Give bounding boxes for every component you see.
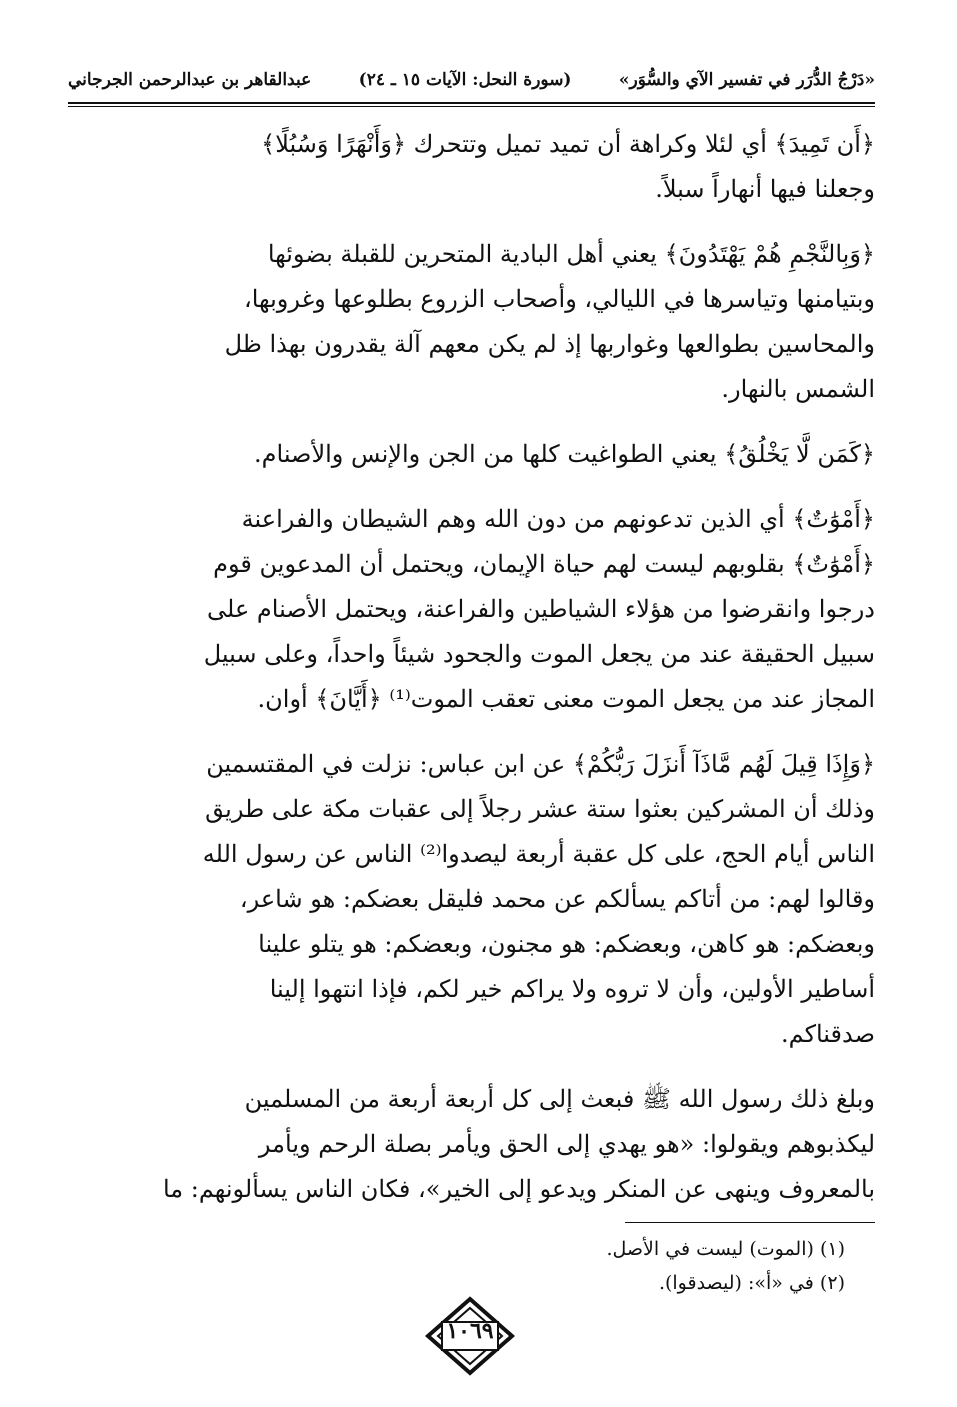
paragraph-3 (92, 432, 875, 477)
text-line: ليكذبوهم ويقولوا: «هو يهدي إلى الحق ويأمر بصلة الرحم ويأمر (258, 1130, 875, 1158)
body-text (92, 122, 875, 1232)
text-line: ﴿وَإِذَا قِيلَ لَهُم مَّاذَآ أَنزَلَ رَبُّكُمْ﴾ عن ابن عباس: نزلت في المقتسمين (206, 750, 875, 778)
text-line: المجاز عند من يجعل الموت معنى تعقب الموت⁽¹⁾ ﴿أَيَّانَ﴾ أوان. (257, 685, 875, 713)
footnotes (92, 1232, 845, 1300)
text-line: بالمعروف وينهى عن المنكر ويدعو إلى الخير»، فكان الناس يسألونهم: ما (162, 1175, 875, 1203)
text-line: أساطير الأولين، وأن لا تروه ولا يراكم خير لكم، فإذا انتهوا إلينا (269, 975, 875, 1003)
text-line: والمحاسين بطوالعها وغواربها إذ لم يكن معهم آلة يقدرون بهذا ظل (224, 330, 875, 358)
text-line: سبيل الحقيقة عند من يجعل الموت والجحود شيئاً واحداً، وعلى سبيل (203, 640, 875, 668)
footnote-rule (625, 1222, 875, 1223)
text-line: ﴿أَمْوَٰتٌ﴾ أي الذين تدعونهم من دون الله وهم الشيطان والفراعنة (241, 505, 875, 533)
text-line: الناس أيام الحج، على كل عقبة أربعة ليصدوا⁽²⁾ الناس عن رسول الله (202, 840, 875, 868)
running-header (68, 60, 875, 100)
paragraph-1 (92, 122, 875, 212)
text-line: وبتيامنها وتياسرها في الليالي، وأصحاب الزروع بطلوعها وغروبها، (243, 285, 875, 313)
footnote-2: (٢) في «أ»: (ليصدقوا). (658, 1272, 845, 1294)
text-line: وجعلنا فيها أنهاراً سبلاً. (655, 175, 875, 203)
text-line: وبلغ ذلك رسول الله ﷺ فبعث إلى كل أربعة أربعة من المسلمين (244, 1085, 875, 1113)
text-line: ﴿وَبِالنَّجْمِ هُمْ يَهْتَدُونَ﴾ يعني أهل البادية المتحرين للقبلة بضوئها (267, 240, 875, 268)
paragraph-2 (92, 232, 875, 412)
text-line: وذلك أن المشركين بعثوا ستة عشر رجلاً إلى عقبات مكة على طريق (205, 795, 875, 823)
text-line: صدقناكم. (780, 1020, 875, 1048)
header-rule-thin (68, 106, 875, 107)
section-label: (سورة النحل: الآيات ١٥ ـ ٢٤) (358, 70, 572, 90)
paragraph-4 (92, 497, 875, 722)
paragraph-5 (92, 742, 875, 1057)
text-line: ﴿أَمْوَٰتٌ﴾ بقلوبهم ليست لهم حياة الإيمان، ويحتمل أن المدعوين قوم (213, 550, 875, 578)
paragraph-6 (92, 1077, 875, 1212)
text-line: وبعضكم: هو كاهن، وبعضكم: هو مجنون، وبعضكم: هو يتلو علينا (258, 930, 875, 958)
header-rule (68, 102, 875, 104)
book-title: «دَرْجُ الدُّرَر في تفسير الآي والسُّوَر» (618, 70, 875, 90)
text-line: ﴿أَن تَمِيدَ﴾ أي لئلا وكراهة أن تميد تميل وتتحرك ﴿وَأَنْهَرًا وَسُبُلًا﴾ (261, 130, 875, 158)
text-line: الشمس بالنهار. (721, 375, 875, 403)
author-name: عبدالقاهر بن عبدالرحمن الجرجاني (68, 70, 312, 90)
text-line: وقالوا لهم: من أتاكم يسألكم عن محمد فليقل بعضكم: هو شاعر، (239, 885, 875, 913)
text-line: ﴿كَمَن لَّا يَخْلُقُ﴾ يعني الطواغيت كلها من الجن والإنس والأصنام. (254, 440, 875, 468)
page-number: ١٠٦٩ (446, 1318, 494, 1344)
text-line: درجوا وانقرضوا من هؤلاء الشياطين والفراعنة، ويحتمل الأصنام على (207, 595, 875, 623)
footnote-1: (١) (الموت) ليست في الأصل. (606, 1238, 845, 1260)
